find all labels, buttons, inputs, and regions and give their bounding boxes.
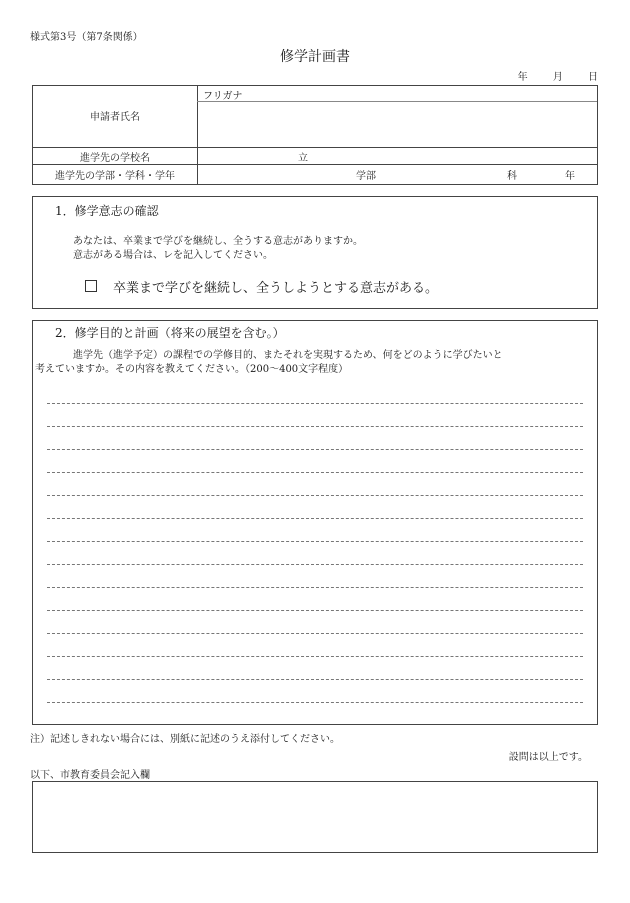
- date-year-label: 年: [517, 72, 528, 83]
- section-plan: [32, 320, 598, 725]
- intent-checkbox[interactable]: [85, 280, 97, 292]
- plan-writing-area[interactable]: [43, 383, 587, 719]
- school-suffix: 立: [298, 153, 308, 164]
- faculty-field[interactable]: [198, 165, 597, 184]
- end-of-questions: 設問は以上です。: [508, 752, 588, 763]
- furigana-label: フリガナ: [203, 91, 243, 102]
- section2-prompt-line1: 進学先（進学予定）の課程での学修目的、またそれを実現するため、何をどのように学びたいと: [73, 350, 503, 361]
- writing-line: [47, 679, 583, 680]
- intent-checkbox-label: 卒業まで学びを継続し、全うしようとする意志がある。: [113, 281, 439, 296]
- writing-line: [47, 610, 583, 611]
- office-use-box[interactable]: [32, 781, 598, 853]
- applicant-name-label: 申請者氏名: [90, 112, 140, 123]
- section1-question: あなたは、卒業まで学びを継続し、全うする意志がありますか。: [73, 236, 363, 247]
- date-day-label: 日: [588, 72, 598, 83]
- writing-line: [47, 656, 583, 657]
- writing-line: [47, 495, 583, 496]
- writing-line: [47, 564, 583, 565]
- section2-prompt-line2: 考えていますか。その内容を教えてください。（200〜400文字程度）: [35, 364, 349, 375]
- faculty-unit: 学部: [356, 171, 376, 182]
- form-number: 様式第3号（第7条関係）: [30, 32, 143, 43]
- school-name-label: 進学先の学校名: [80, 153, 150, 164]
- section2-title: 2．修学目的と計画（将来の展望を含む。）: [55, 326, 285, 340]
- footnote: 注）記述しきれない場合には、別紙に記述のうえ添付してください。: [30, 734, 340, 745]
- writing-line: [47, 403, 583, 404]
- applicant-name-field[interactable]: [198, 102, 597, 146]
- section1-instruction: 意志がある場合は、レを記入してください。: [73, 250, 273, 261]
- page-title: 修学計画書: [280, 49, 350, 65]
- writing-line: [47, 633, 583, 634]
- writing-line: [47, 449, 583, 450]
- faculty-label: 進学先の学部・学科・学年: [55, 171, 175, 182]
- section-intent: [32, 196, 598, 309]
- writing-line: [47, 702, 583, 703]
- department-unit: 科: [507, 171, 517, 182]
- writing-line: [47, 518, 583, 519]
- office-use-label: 以下、市教育委員会記入欄: [30, 770, 150, 781]
- writing-line: [47, 587, 583, 588]
- section1-title: 1．修学意志の確認: [55, 204, 159, 218]
- writing-line: [47, 541, 583, 542]
- date-month-label: 月: [552, 72, 563, 83]
- writing-line: [47, 426, 583, 427]
- date-field[interactable]: [496, 68, 598, 83]
- writing-line: [47, 472, 583, 473]
- applicant-table: [32, 85, 598, 185]
- grade-unit: 年: [565, 171, 575, 182]
- school-name-field[interactable]: [198, 148, 597, 163]
